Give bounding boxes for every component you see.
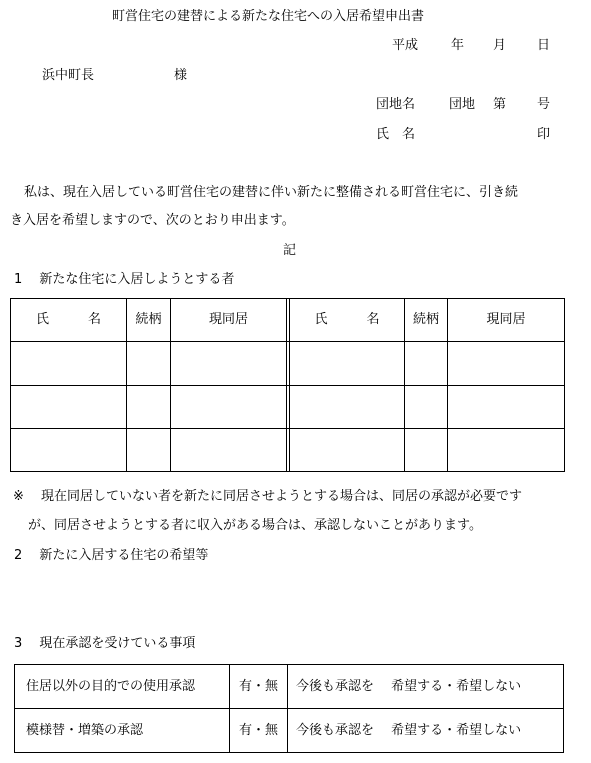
addressee-name: 浜中町長 [42, 68, 95, 83]
note-line-1: ※ 現在同居していない者を新たに同居させようとする場合は、同居の承認が必要です [13, 489, 523, 504]
header-relation-2: 続柄 [412, 312, 439, 327]
header-relation-1: 続柄 [135, 312, 162, 327]
date-era: 平成 [392, 38, 419, 53]
approval-row-1-status: 有・無 [238, 679, 278, 694]
approval-row-2-future: 今後も承認を 希望する・希望しない [296, 723, 522, 738]
document-title: 町営住宅の建替による新たな住宅への入居希望申出書 [112, 9, 425, 24]
header-name-1: 氏 名 [35, 312, 101, 327]
approval-row-2-status: 有・無 [238, 723, 278, 738]
section-2-heading: 2 新たに入居する住宅の希望等 [14, 548, 209, 563]
danchi-dai: 第 [493, 97, 507, 112]
danchi-label: 団地名 [376, 97, 416, 112]
header-cohabit-2: 現同居 [486, 312, 526, 327]
date-month: 月 [493, 38, 507, 53]
applicant-seal: 印 [537, 127, 551, 142]
note-line-2: が、同居させようとする者に収入がある場合は、承認しないことがあります。 [28, 518, 482, 533]
danchi-go: 号 [537, 97, 551, 112]
body-line-1: 私は、現在入居している町営住宅の建替に伴い新たに整備される町営住宅に、引き続 [24, 185, 519, 200]
addressee-honorific: 様 [174, 68, 188, 83]
approval-row-1-label: 住居以外の目的での使用承認 [26, 679, 196, 694]
date-year: 年 [451, 38, 465, 53]
approval-row-2-label: 模様替・増築の承認 [26, 723, 144, 738]
date-day: 日 [537, 38, 551, 53]
approval-row-1-future: 今後も承認を 希望する・希望しない [296, 679, 522, 694]
header-name-2: 氏 名 [314, 312, 380, 327]
applicant-name-label: 氏 名 [376, 127, 416, 142]
section-1-heading: 1 新たな住宅に入居しようとする者 [14, 272, 235, 287]
body-line-2: き入居を希望しますので、次のとおり申出ます。 [10, 213, 295, 228]
danchi-value: 団地 [449, 97, 476, 112]
section-3-heading: 3 現在承認を受けている事項 [14, 636, 196, 651]
ki-marker: 記 [283, 243, 297, 258]
header-cohabit-1: 現同居 [208, 312, 248, 327]
